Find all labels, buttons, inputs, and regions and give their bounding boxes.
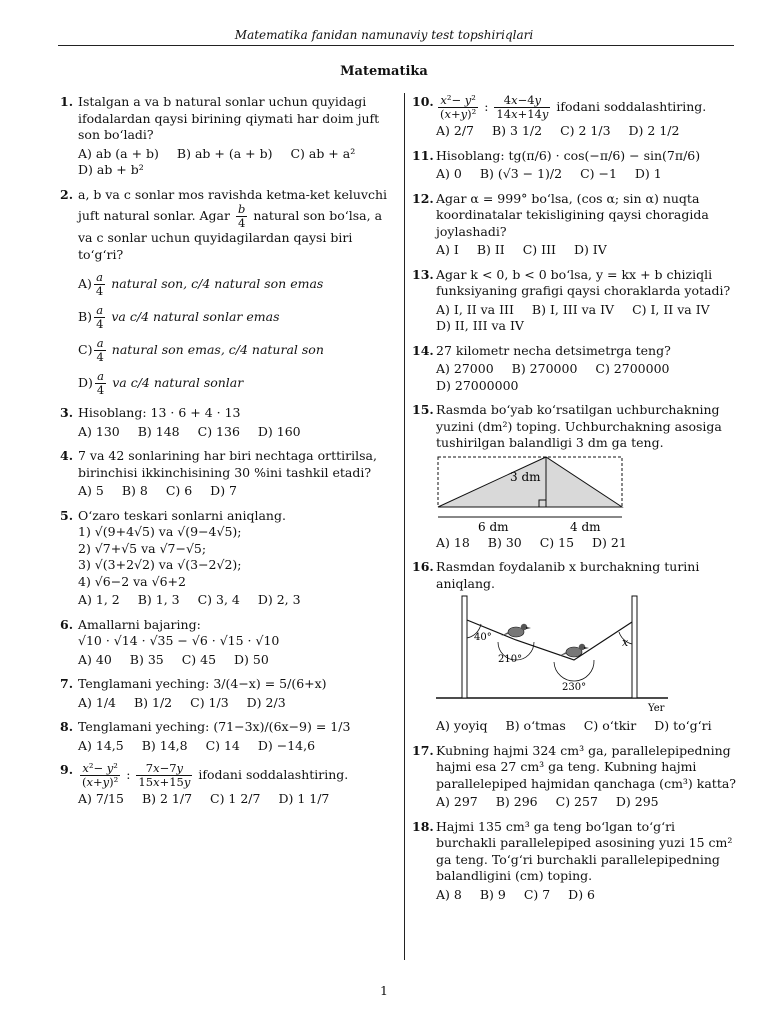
option-c[interactable]: C) ab + a² [290, 145, 356, 161]
column-divider [404, 93, 405, 960]
answer-options [436, 166, 738, 183]
question-16 [412, 559, 738, 735]
question-text: Amallarni bajaring: [78, 616, 201, 632]
question-number: 8. [60, 719, 74, 734]
option-b[interactable]: B) 9 [479, 886, 506, 902]
option-c[interactable]: C) 15 [539, 534, 575, 550]
angle-label-x: x [622, 636, 629, 649]
option-b[interactable]: B) 1/2 [133, 694, 173, 710]
option-a[interactable]: A) 1, 2 [78, 592, 120, 607]
option-b[interactable]: B) II [476, 242, 505, 257]
question-text: $\frac{\text{x²− y²}}{\text{(x+y)²}}$ : $\frac{4x-4y}{14x+14y}$ ifodani soddalashtiring. [440, 93, 707, 121]
question-number: 15. [412, 402, 434, 417]
option-a[interactable]: A) 8 [436, 886, 462, 902]
question-12 [412, 191, 738, 259]
option-a[interactable]: A) 18 [436, 534, 470, 550]
question-14 [412, 343, 738, 395]
fraction-b-over-4: $\frac{b}{4}$ [237, 202, 246, 230]
page-number: 1 [380, 983, 388, 998]
question-number: 2. [60, 186, 74, 202]
question-1 [60, 94, 396, 179]
question-13 [412, 267, 738, 335]
fraction: $\frac{7x-7y}{15x+15y}$ [138, 761, 191, 789]
question-text-part: a, b va c sonlar mos ravishda ketma-ket keluvchi juft natural sonlar. Agar [78, 186, 387, 223]
question-text: $\frac{\text{x²− y²}}{\text{(x+y)²}}$ : $\frac{7x-7y}{15x+15y}$ ifodani soddalashtiring. [82, 761, 349, 789]
option-a[interactable]: A) 5 [78, 483, 104, 498]
header-rule [58, 45, 734, 46]
question-text-part: ifodani soddalashtiring. [198, 767, 349, 782]
option-b[interactable]: B) 1, 3 [137, 592, 180, 607]
option-b[interactable]: B) ab + (a + b) [176, 145, 273, 161]
option-d[interactable]: D) 21 [592, 534, 627, 550]
option-b-text: va c/4 natural sonlar emas [111, 309, 280, 324]
option-d[interactable]: D) 295 [615, 794, 659, 809]
right-pole [632, 596, 637, 698]
answer-options [78, 146, 396, 179]
option-a[interactable]: A) $\frac{a}{4}$ natural son, c/4 natural son emas [78, 270, 324, 298]
answer-options [436, 242, 738, 259]
question-number: 16. [412, 559, 434, 574]
question-text: 27 kilometr necha detsimetrga teng? [436, 342, 671, 358]
triangle-figure [436, 455, 626, 533]
answer-options [78, 271, 396, 397]
page-title: Matematika [340, 64, 428, 79]
question-number: 9. [60, 762, 74, 777]
height-label: 3 dm [510, 469, 541, 484]
question-10 [412, 94, 738, 140]
option-a[interactable]: A) 0 [436, 166, 462, 181]
question-18 [412, 819, 738, 904]
answer-options [78, 424, 396, 441]
option-b[interactable]: B) I, III va IV [531, 301, 615, 317]
answer-options [436, 794, 738, 811]
question-text: Kubning hajmi 324 cm³ ga, parallelepipedning hajmi esa 27 cm³ ga teng. Kubning hajmi parallelepiped hajmidan qanchaga (cm³) katta? [436, 742, 737, 791]
option-a[interactable]: A) I [436, 242, 459, 257]
option-a[interactable]: A) ab (a + b) [78, 145, 159, 161]
option-c[interactable]: C) 6 [165, 483, 193, 498]
angle-label-40: 40° [474, 632, 492, 643]
option-d[interactable]: D) ab + b² [78, 162, 144, 177]
question-number: 4. [60, 448, 74, 463]
option-b[interactable]: B) 35 [129, 651, 164, 667]
question-text: 7 va 42 sonlarining har biri nechtaga orttirilsa, birinchisi ikkinchisining 30 %ini tashkil etadi? [78, 448, 377, 480]
option-c[interactable]: C) 1/3 [190, 694, 229, 710]
angle-label-210: 210° [498, 654, 523, 665]
question-number: 11. [412, 147, 434, 163]
question-text: Rasmda bo‘yab ko‘rsatilgan uchburchakning yuzini (dm²) toping. Uchburchakning asosiga tushirilgan balandligi 3 dm ga teng. [436, 402, 722, 450]
question-text: Agar k < 0, b < 0 bo‘lsa, y = kx + b chiziqli funksiyaning grafigi qaysi choraklarda yotadi? [436, 266, 731, 298]
question-text: Hisoblang: tg(π/6) · cos(−π/6) − sin(7π/6) [436, 147, 701, 163]
answer-options [436, 123, 738, 140]
pair-4: 4) √6−2 va √6+2 [78, 573, 186, 589]
option-d-text: va c/4 natural sonlar [112, 375, 244, 390]
option-c[interactable]: C) 14 [205, 737, 240, 753]
option-d[interactable]: D) 7 [210, 483, 237, 498]
option-c[interactable]: C) o‘tkir [583, 718, 637, 733]
expression: √10 · √14 · √35 − √6 · √15 · √10 [78, 633, 280, 648]
question-text: Agar α = 999° bo‘lsa, (cos α; sin α) nuqta koordinatalar tekisligining qaysi choragida joylashadi? [436, 190, 709, 239]
option-c[interactable]: C) 2 1/3 [560, 123, 611, 138]
option-c[interactable]: C) 257 [555, 794, 598, 809]
answer-options [78, 738, 396, 755]
question-text: Istalgan a va b natural sonlar uchun quyidagi ifodalardan qaysi birining qiymati har doim juft son bo‘ladi? [78, 94, 380, 142]
option-b[interactable]: B) 270000 [511, 361, 578, 376]
answer-options [436, 718, 738, 735]
question-text-part: ifodani soddalashtiring. [556, 99, 707, 114]
answer-options [78, 652, 396, 669]
option-c[interactable]: C) 7 [523, 886, 551, 902]
running-header: Matematika fanidan namunaviy test topshiriqlari [234, 28, 534, 42]
question-7 [60, 676, 396, 711]
option-c[interactable]: C) I, II va IV [632, 301, 710, 317]
option-a[interactable]: A) yoyiq [436, 718, 488, 733]
question-text-part: natural son bo‘lsa, a va c sonlar uchun quyidagilardan qaysi biri to‘g‘ri? [78, 208, 383, 262]
question-17 [412, 743, 738, 811]
option-b[interactable]: B) 3 1/2 [491, 123, 543, 138]
question-number: 18. [412, 818, 434, 834]
left-base-label: 6 dm [478, 519, 509, 533]
question-6 [60, 617, 396, 669]
option-b[interactable]: B) 296 [495, 794, 538, 809]
option-c[interactable]: C) −1 [580, 166, 617, 181]
option-b[interactable]: B) 14,8 [141, 737, 188, 753]
question-3 [60, 405, 396, 440]
option-b[interactable]: B) 8 [121, 483, 148, 498]
question-number: 14. [412, 342, 434, 358]
option-a[interactable]: A) 2/7 [436, 123, 474, 138]
left-pole [462, 596, 467, 698]
pair-2: 2) √7+√5 va √7−√5; [78, 540, 207, 556]
option-a[interactable]: A) 27000 [436, 361, 494, 376]
option-c[interactable]: C) III [522, 242, 556, 257]
option-d[interactable]: D) to‘g‘ri [654, 718, 712, 733]
question-number: 7. [60, 676, 74, 691]
answer-options [78, 791, 396, 808]
option-d[interactable]: D) 160 [257, 423, 301, 439]
answer-options [436, 302, 738, 335]
question-number: 17. [412, 742, 434, 758]
option-d[interactable]: D) 1 1/7 [278, 791, 330, 806]
question-number: 6. [60, 616, 74, 632]
question-number: 5. [60, 507, 74, 523]
option-b[interactable]: B) 2 1/7 [141, 791, 193, 806]
option-d[interactable]: D) $\frac{a}{4}$ va c/4 natural sonlar [78, 369, 244, 397]
option-a[interactable]: A) 1/4 [78, 694, 116, 710]
question-text: Hisoblang: 13 · 6 + 4 · 13 [78, 405, 241, 420]
question-text: Tenglamani yeching: (71−3x)/(6x−9) = 1/3 [78, 719, 351, 734]
option-d[interactable]: D) 6 [568, 886, 595, 902]
question-8 [60, 719, 396, 754]
question-5 [60, 508, 396, 609]
question-number: 13. [412, 266, 434, 282]
option-a[interactable]: A) I, II va III [436, 301, 514, 317]
option-a[interactable]: A) 40 [78, 651, 112, 667]
question-4 [60, 448, 396, 500]
fraction: $\frac{4x-4y}{14x+14y}$ [496, 93, 549, 121]
question-9 [60, 762, 396, 808]
option-a[interactable]: A) 7/15 [78, 791, 124, 806]
option-a[interactable]: A) 297 [436, 794, 478, 809]
answer-options [78, 695, 396, 712]
question-number: 1. [60, 94, 74, 109]
wire [467, 620, 632, 660]
angle-label-230: 230° [562, 682, 587, 693]
pair-3: 3) √(3+2√2) va √(3−2√2); [78, 557, 242, 572]
option-d[interactable]: D) 50 [234, 651, 269, 667]
option-c[interactable]: C) 3, 4 [197, 592, 240, 607]
option-c[interactable]: C) 1 2/7 [210, 791, 261, 806]
fraction: $\frac{\text{x²− y²}}{\text{(x+y)²}}$ [440, 93, 477, 121]
option-a[interactable]: A) 130 [78, 423, 120, 439]
option-c[interactable]: C) 2700000 [595, 361, 670, 376]
question-2 [60, 187, 396, 398]
angle-arc-230 [554, 660, 594, 681]
question-number: 3. [60, 405, 74, 420]
option-c-text: natural son emas, c/4 natural son [111, 342, 324, 357]
answer-options [436, 535, 738, 552]
option-d[interactable]: D) −14,6 [257, 737, 316, 753]
question-text: Hajmi 135 cm³ ga teng bo‘lgan to‘g‘ri burchakli parallelepiped asosining yuzi 15 cm² ga teng. To‘g‘ri burchakli parallelepipedning balandligini (cm) toping. [436, 818, 733, 883]
pair-1: 1) √(9+4√5) va √(9−4√5); [78, 524, 242, 539]
question-number: 12. [412, 190, 434, 206]
option-d[interactable]: D) 2/3 [246, 694, 286, 710]
question-15 [412, 402, 738, 551]
answer-options [436, 887, 738, 904]
bird-icon-1 [501, 624, 531, 637]
option-b[interactable]: B) o‘tmas [505, 718, 566, 733]
option-b[interactable]: B) (√3 − 1)/2 [479, 166, 563, 181]
answer-options [78, 483, 396, 500]
question-text: O‘zaro teskari sonlarni aniqlang. [78, 507, 286, 523]
option-c[interactable]: C) $\frac{a}{4}$ natural son emas, c/4 natural son [78, 336, 324, 364]
right-column [412, 94, 738, 911]
option-b[interactable]: B) 30 [487, 534, 522, 550]
ground-label: Yer [648, 703, 665, 714]
option-d[interactable]: D) II, III va IV [436, 318, 524, 333]
option-a-text: natural son, c/4 natural son emas [111, 276, 324, 291]
option-c[interactable]: C) 45 [181, 651, 217, 667]
option-d[interactable]: D) 1 [634, 166, 662, 181]
option-b[interactable]: B) $\frac{a}{4}$ va c/4 natural sonlar emas [78, 303, 280, 331]
answer-options [436, 361, 738, 394]
question-text: Rasmdan foydalanib x burchakning turini aniqlang. [436, 559, 700, 591]
option-d[interactable]: D) 2 1/2 [628, 123, 680, 138]
option-d[interactable]: D) 2, 3 [257, 592, 301, 607]
fraction: $\frac{\text{x²− y²}}{\text{(x+y)²}}$ [82, 761, 119, 789]
bird-icon-2 [559, 644, 589, 657]
question-text [78, 187, 396, 264]
option-d[interactable]: D) IV [573, 242, 607, 257]
left-column [60, 94, 396, 816]
question-number: 10. [412, 94, 434, 109]
birds-on-wire-figure [436, 594, 668, 714]
option-c[interactable]: C) 136 [197, 423, 240, 439]
right-base-label: 4 dm [570, 519, 601, 533]
option-b[interactable]: B) 148 [137, 423, 180, 439]
answer-options [78, 592, 396, 609]
option-d[interactable]: D) 27000000 [436, 377, 519, 393]
question-11 [412, 148, 738, 183]
question-text: Tenglamani yeching: 3/(4−x) = 5/(6+x) [78, 676, 327, 691]
option-a[interactable]: A) 14,5 [78, 737, 124, 753]
